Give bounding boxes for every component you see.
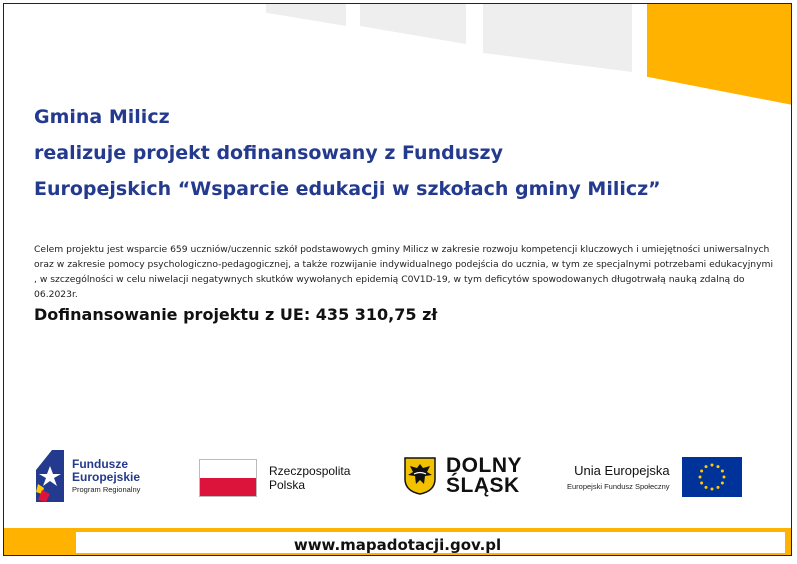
- fe-logo-line-2: Europejskie: [72, 469, 141, 484]
- ds-logo-line-1: DOLNY: [446, 454, 522, 477]
- footer-url[interactable]: www.mapadotacji.gov.pl: [293, 536, 502, 554]
- eu-star: [722, 476, 725, 479]
- eu-star: [720, 482, 723, 485]
- fundusze-europejskie-logo: [36, 450, 140, 502]
- polish-flag-icon: [199, 459, 257, 497]
- eu-star: [710, 488, 713, 491]
- headline-line-1: Gmina Milicz: [34, 106, 170, 128]
- ue-logo-line-1: Unia Europejska: [574, 463, 670, 478]
- decorative-gray-shape: [483, 4, 632, 72]
- unia-europejska-logo: [567, 457, 742, 497]
- headline: [34, 99, 661, 207]
- eu-star: [700, 470, 703, 473]
- dolny-slask-logo: [404, 456, 522, 496]
- headline-line-2: realizuje projekt dofinansowany z Funduszy: [34, 142, 503, 164]
- project-description: Celem projektu jest wsparcie 659 uczniów/uczennic szkół podstawowych gminy Milicz w zakresie rozwoju kompetencji kluczowych i umiejętności uniwersalnych oraz w zakresie pomocy psychologiczno-pedagogicznej, a także rozwijanie indywidualnego podejścia do ucznia, w tym ze specjalnymi potrzebami edukacyjnymi , w szczególności w celu niwelacji negatywnych skutków wywołanych epidemią C0V1D-19, w tym deficytów spowodowanych długotrwałą nauką zdalną do 06.2023r.: [34, 244, 774, 300]
- eagle-coat-of-arms-icon: [404, 457, 436, 495]
- eu-star: [698, 476, 701, 479]
- headline-line-3: Europejskich “Wsparcie edukacji w szkołach gminy Milicz”: [34, 178, 661, 200]
- fe-logo-line-1: Fundusze: [72, 456, 128, 471]
- rp-logo-line-2: Polska: [269, 478, 306, 492]
- eu-star: [704, 486, 707, 489]
- decorative-yellow-shape: [647, 4, 792, 105]
- eu-star: [720, 470, 723, 473]
- fundusze-europejskie-icon: [36, 450, 64, 502]
- ue-logo-line-2: Europejski Fundusz Społeczny: [567, 482, 670, 491]
- poster: [3, 3, 792, 556]
- funding-amount: Dofinansowanie projektu z UE: 435 310,75 zł: [34, 305, 438, 324]
- eu-flag-icon: [682, 457, 742, 497]
- rzeczpospolita-polska-logo: [199, 459, 350, 497]
- rp-logo-line-1: Rzeczpospolita: [269, 464, 351, 478]
- ds-logo-line-2: ŚLĄSK: [446, 474, 520, 497]
- fe-logo-line-3: Program Regionalny: [72, 485, 141, 495]
- eu-star: [716, 465, 719, 468]
- decorative-gray-shape: [360, 4, 466, 44]
- decorative-gray-shape: [266, 4, 346, 26]
- eu-star: [700, 482, 703, 485]
- eu-star: [716, 486, 719, 489]
- eu-star: [710, 464, 713, 467]
- eu-star: [704, 465, 707, 468]
